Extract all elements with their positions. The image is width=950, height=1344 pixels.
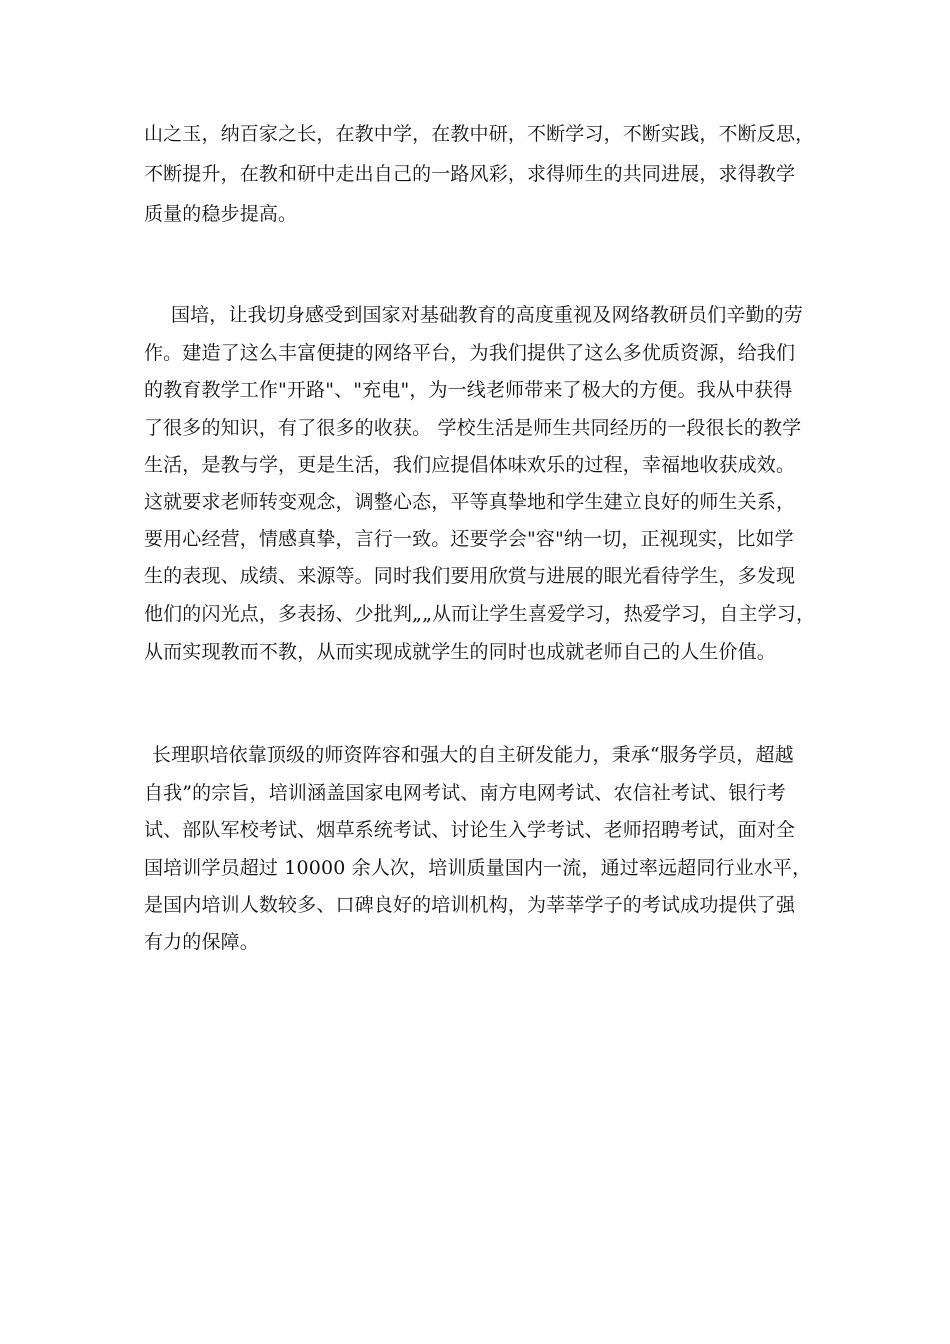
paragraph-1-line-3: 质量的稳步提高。 — [144, 203, 298, 225]
paragraph-3-line-1: 长理职培依靠顶级的师资阵容和强大的自主研发能力，秉承“服务学员，超越 — [152, 744, 794, 766]
paragraph-2-line-8: 生的表现、成绩、来源等。同时我们要用欣赏与进展的眼光看待学生，多发现 — [144, 565, 796, 587]
paragraph-3-line-4: 国培训学员超过 10000 余人次，培训质量国内一流，通过率远超同行业水平， — [144, 857, 812, 879]
paragraph-2-line-9: 他们的闪光点，多表扬、少批判„„从而让学生喜爱学习，热爱学习，自主学习， — [144, 603, 816, 625]
paragraph-2-line-2: 作。建造了这么丰富便捷的网络平台，为我们提供了这么多优质资源，给我们 — [144, 342, 796, 364]
paragraph-1-line-1: 山之玉，纳百家之长，在教中学，在教中研，不断学习，不断实践，不断反思， — [144, 123, 815, 145]
paragraph-2-line-6: 这就要求老师转变观念，调整心态，平等真挚地和学生建立良好的师生关系， — [144, 491, 796, 513]
paragraph-2-line-7: 要用心经营，情感真挚，言行一致。还要学会"容"纳一切，正视现实，比如学 — [144, 528, 794, 550]
paragraph-2-line-4: 了很多的知识，有了很多的收获。 学校生活是师生共同经历的一段很长的教学 — [144, 417, 802, 439]
paragraph-2-line-5: 生活，是教与学，更是生活，我们应提倡体味欢乐的过程，幸福地收获成效。 — [144, 454, 796, 476]
paragraph-2-line-1: 国培，让我切身感受到国家对基础教育的高度重视及网络教研员们辛勤的劳 — [171, 304, 803, 326]
paragraph-3-line-6: 有力的保障。 — [144, 931, 259, 953]
paragraph-3-line-5: 是国内培训人数较多、口碑良好的培训机构，为莘莘学子的考试成功提供了强 — [144, 894, 796, 916]
paragraph-2-line-10: 从而实现教而不教，从而实现成就学生的同时也成就老师自己的人生价值。 — [144, 641, 776, 663]
paragraph-2-line-3: 的教育教学工作"开路"、"充电"，为一线老师带来了极大的方便。我从中获得 — [144, 379, 793, 401]
paragraph-3-line-2: 自我”的宗旨，培训涵盖国家电网考试、南方电网考试、农信社考试、银行考 — [144, 782, 786, 804]
paragraph-1-line-2: 不断提升，在教和研中走出自己的一路风彩，求得师生的共同进展，求得教学 — [144, 163, 796, 185]
paragraph-3-line-3: 试、部队军校考试、烟草系统考试、讨论生入学考试、老师招聘考试，面对全 — [144, 819, 796, 841]
